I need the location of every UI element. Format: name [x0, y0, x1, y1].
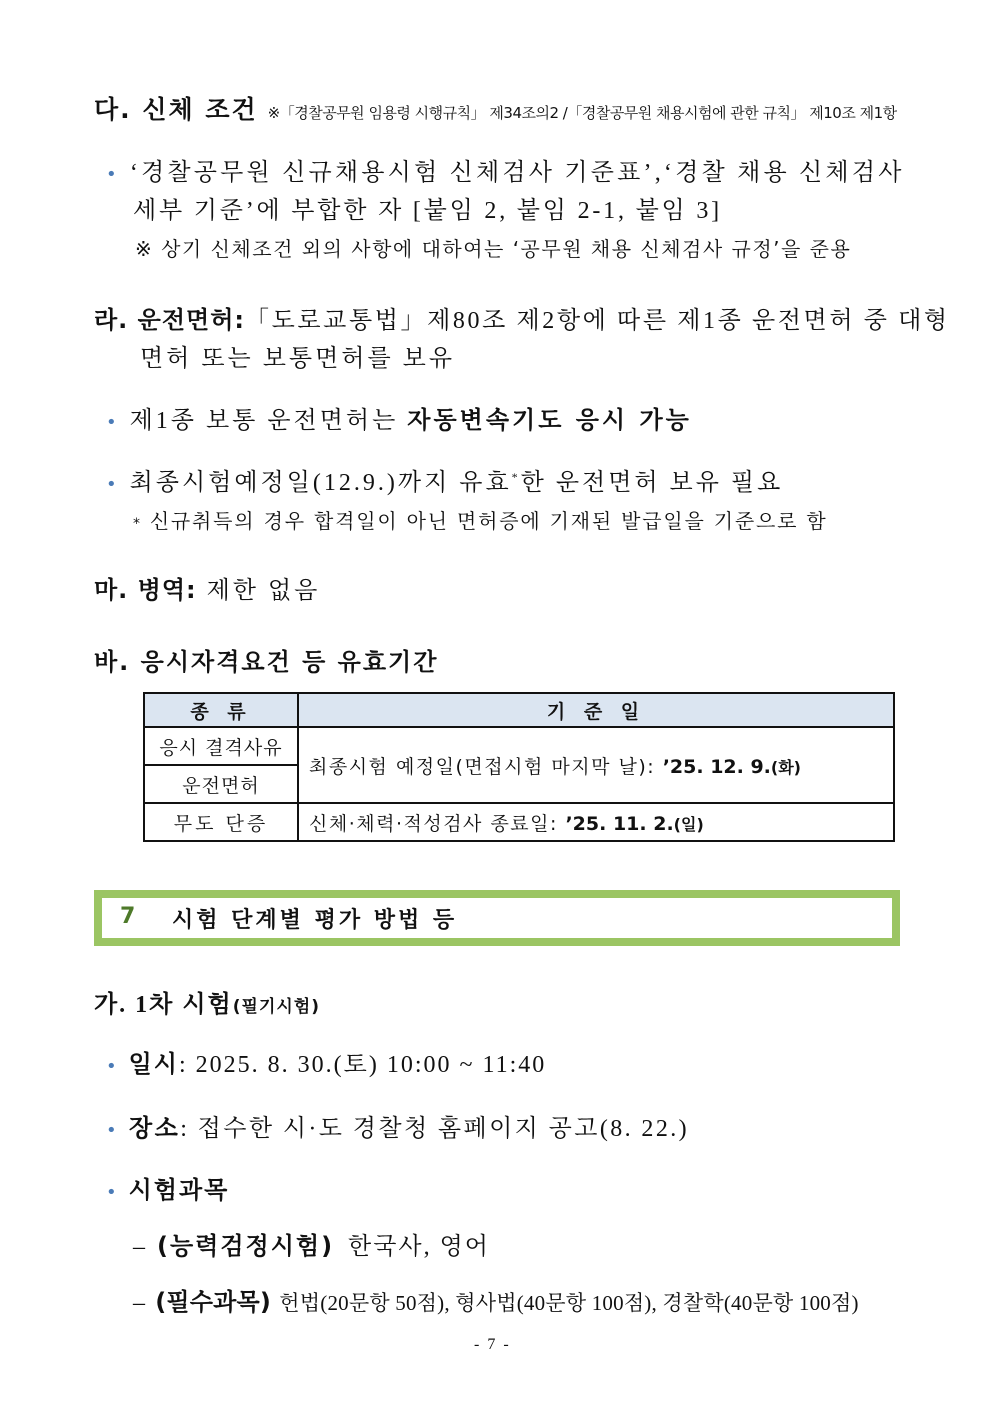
table-row — [144, 727, 894, 765]
table-header-type: 종 류 — [144, 693, 298, 727]
bullet-icon: • — [106, 164, 120, 185]
exam-subjects: • 시험과목 — [106, 1176, 230, 1204]
section-7-inner — [102, 898, 892, 938]
bullet-icon: • — [106, 1120, 120, 1141]
table-header-row — [144, 693, 894, 727]
section-ra-line1: 「도로교통법」제80조 제2항에 따른 제1종 운전면허 중 대형 — [245, 308, 950, 334]
section-da-heading — [94, 90, 897, 126]
table-row — [144, 803, 894, 841]
section-7-number: 7 — [120, 904, 136, 929]
section-ma — [94, 570, 320, 605]
section-ra-title: 라. 운전면허: — [94, 306, 245, 334]
section-7-bar — [94, 890, 900, 946]
bullet-icon: • — [106, 474, 120, 495]
table-cell-type: 무도 단증 — [144, 803, 298, 841]
table-cell-date: 신체·체력·적성검사 종료일: ’25. 11. 2.(일) — [298, 803, 894, 841]
section-ga-title-sub: (필기시험) — [232, 997, 320, 1017]
section-da-line1: • ‘경찰공무원 신규채용시험 신체검사 기준표’,‘경찰 채용 신체검사 — [106, 160, 905, 186]
section-ra-heading — [94, 300, 950, 335]
table-cell-type: 운전면허 — [144, 765, 298, 803]
table-cell-type: 응시 결격사유 — [144, 727, 298, 765]
bullet-icon: • — [106, 1182, 119, 1203]
exam-date: • 일시: 2025. 8. 30.(토) 10:00 ~ 11:40 — [106, 1050, 547, 1078]
bullet-icon: • — [106, 1056, 119, 1077]
section-ga-title: 가. 1차 시험 — [94, 992, 233, 1018]
table-header-date: 기 준 일 — [298, 693, 894, 727]
section-ma-title: 마. 병역: — [94, 576, 197, 604]
subject-line-2: – (필수과목) 헌법(20문항 50점), 형사법(40문항 100점), 경찰학(40문항 100점) — [133, 1288, 859, 1316]
section-ma-text: 제한 없음 — [206, 578, 321, 604]
section-da-title: 다. 신체 조건 — [94, 95, 258, 124]
section-7-title: 시험 단계별 평가 방법 등 — [172, 908, 458, 933]
page-number: - 7 - — [474, 1336, 511, 1353]
section-ra-note: * 신규취득의 경우 합격일이 아닌 면허증에 기재된 발급일을 기준으로 함 — [133, 509, 828, 533]
bullet-icon: • — [106, 412, 120, 433]
section-ra-bullet1: • 제1종 보통 운전면허는 자동변속기도 응시 가능 — [106, 406, 692, 434]
section-ra-bullet2: • 최종시험예정일(12.9.)까지 유효*한 운전면허 보유 필요 — [106, 470, 784, 496]
section-da-line2: 세부 기준’에 부합한 자 [붙임 2, 붙임 2-1, 붙임 3] — [133, 198, 722, 224]
validity-table — [143, 692, 895, 842]
exam-place: • 장소: 접수한 시·도 경찰청 홈페이지 공고(8. 22.) — [106, 1114, 690, 1142]
section-ga-heading — [94, 984, 320, 1019]
section-da-note: ※ 상기 신체조건 외의 사항에 대하여는 ‘공무원 채용 신체검사 규정’을 준용 — [135, 237, 852, 261]
section-da-reference: ※「경찰공무원 임용령 시행규칙」 제34조의2 /「경찰공무원 채용시험에 관한 규칙」 제10조 제1항 — [267, 104, 897, 122]
table-cell-merged-date: 최종시험 예정일(면접시험 마지막 날): ’25. 12. 9.(화) — [298, 727, 894, 803]
section-ra-line2: 면허 또는 보통면허를 보유 — [140, 346, 456, 372]
section-ba-title: 바. 응시자격요건 등 유효기간 — [94, 648, 439, 676]
subject-line-1: – (능력검정시험) 한국사, 영어 — [133, 1232, 490, 1260]
